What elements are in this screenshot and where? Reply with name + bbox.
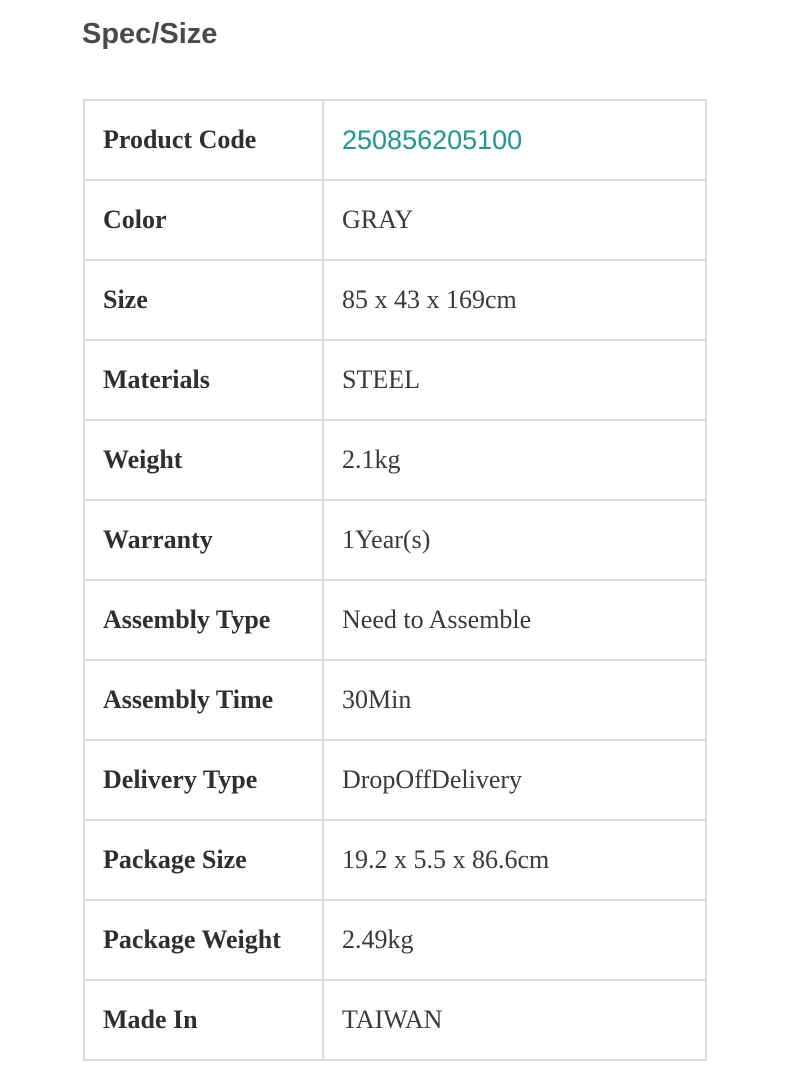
spec-value-package-size: 19.2 x 5.5 x 86.6cm — [323, 820, 706, 900]
table-row — [84, 900, 706, 980]
spec-value-materials: STEEL — [323, 340, 706, 420]
product-code-link[interactable]: 250856205100 — [323, 100, 706, 180]
spec-label-assembly-time: Assembly Time — [84, 660, 323, 740]
table-row — [84, 980, 706, 1060]
spec-value-package-weight: 2.49kg — [323, 900, 706, 980]
spec-label-materials: Materials — [84, 340, 323, 420]
table-row — [84, 660, 706, 740]
table-row — [84, 740, 706, 820]
table-row — [84, 580, 706, 660]
spec-label-color: Color — [84, 180, 323, 260]
spec-label-made-in: Made In — [84, 980, 323, 1060]
spec-label-package-size: Package Size — [84, 820, 323, 900]
table-row — [84, 100, 706, 180]
spec-value-assembly-type: Need to Assemble — [323, 580, 706, 660]
spec-label-size: Size — [84, 260, 323, 340]
spec-value-made-in: TAIWAN — [323, 980, 706, 1060]
spec-label-package-weight: Package Weight — [84, 900, 323, 980]
spec-label-weight: Weight — [84, 420, 323, 500]
table-row — [84, 340, 706, 420]
table-row — [84, 260, 706, 340]
table-row — [84, 500, 706, 580]
table-row — [84, 180, 706, 260]
spec-value-color: GRAY — [323, 180, 706, 260]
table-row — [84, 420, 706, 500]
spec-label-delivery-type: Delivery Type — [84, 740, 323, 820]
spec-value-weight: 2.1kg — [323, 420, 706, 500]
spec-value-delivery-type: DropOffDelivery — [323, 740, 706, 820]
spec-label-assembly-type: Assembly Type — [84, 580, 323, 660]
table-row — [84, 820, 706, 900]
spec-value-assembly-time: 30Min — [323, 660, 706, 740]
spec-value-size: 85 x 43 x 169cm — [323, 260, 706, 340]
spec-value-warranty: 1Year(s) — [323, 500, 706, 580]
spec-label-product-code: Product Code — [84, 100, 323, 180]
section-title: Spec/Size — [82, 18, 218, 50]
spec-table — [83, 99, 707, 1061]
spec-label-warranty: Warranty — [84, 500, 323, 580]
